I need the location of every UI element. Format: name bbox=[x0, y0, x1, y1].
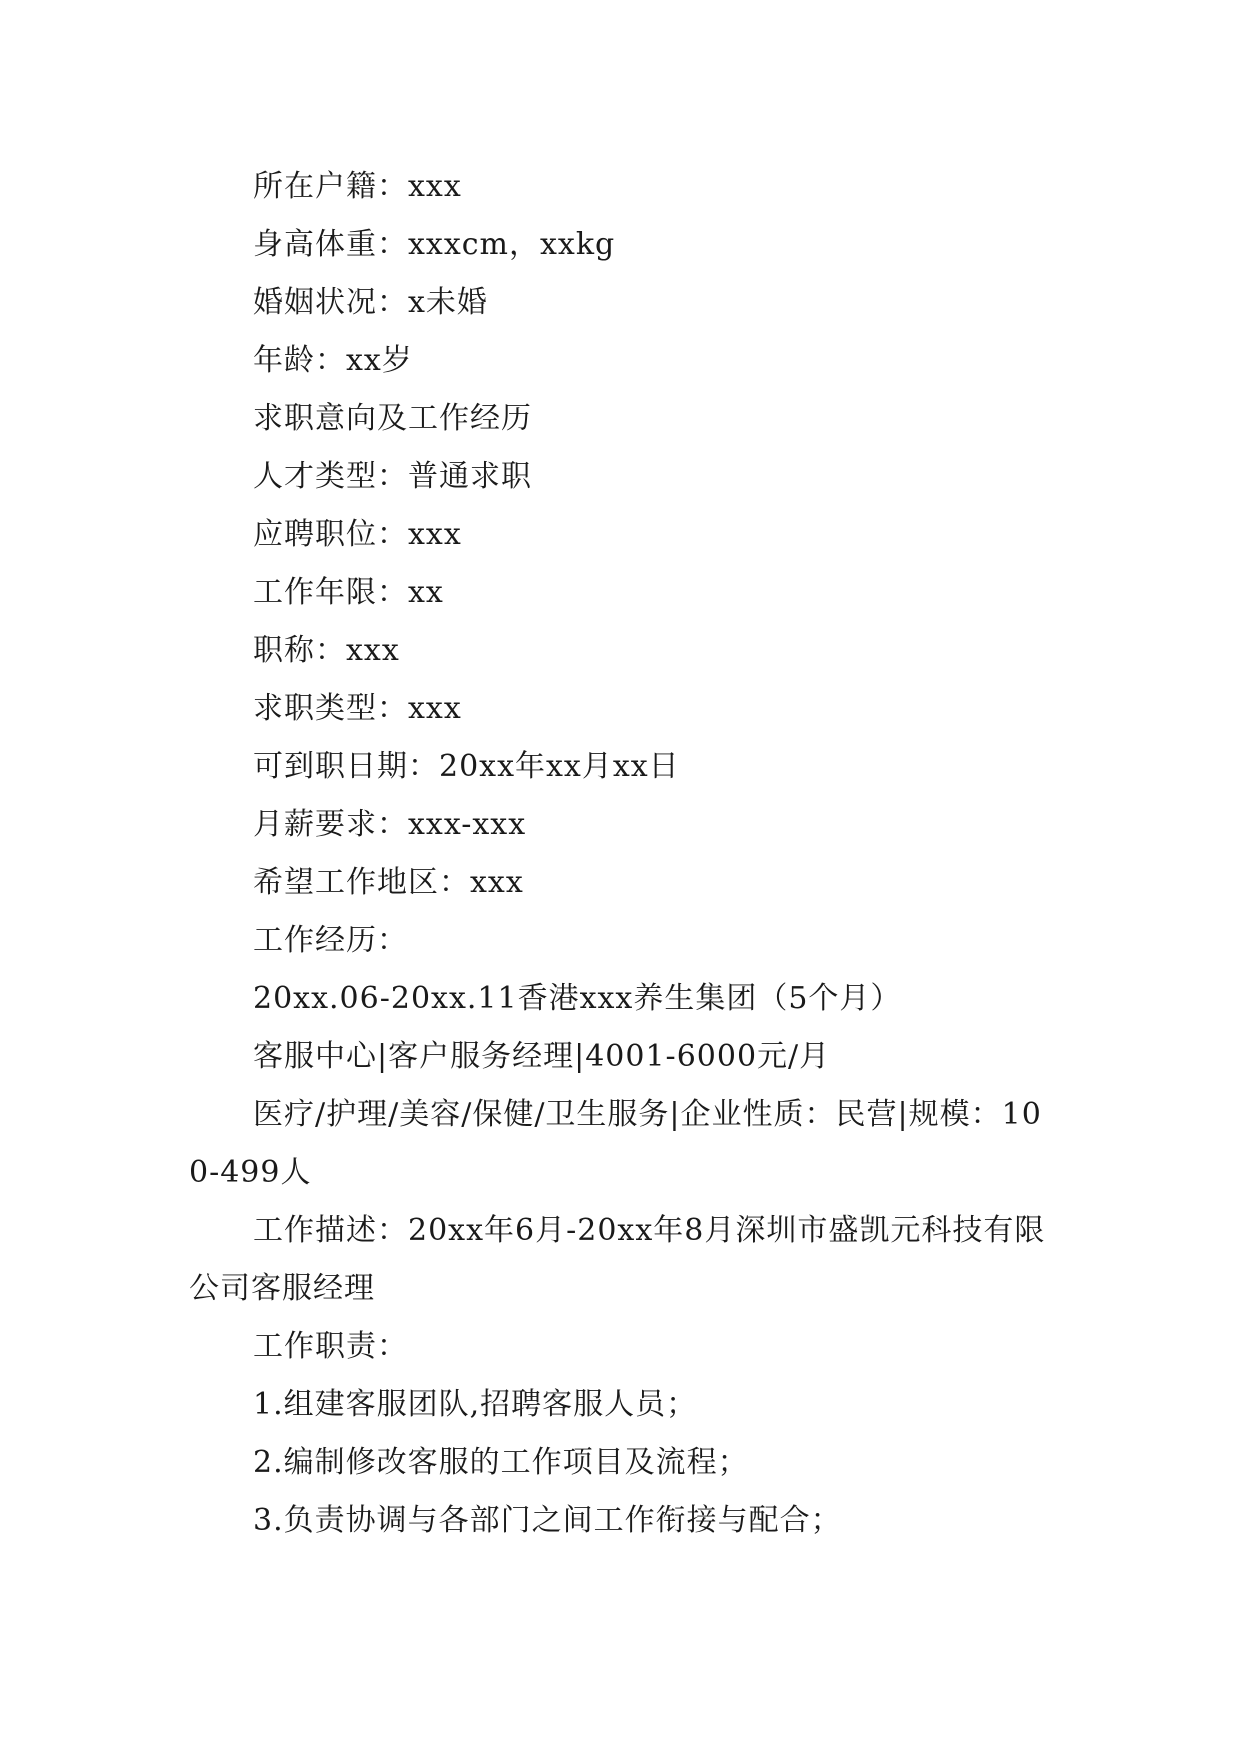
job-type-line: 求职类型：xxx bbox=[253, 691, 462, 726]
height-weight-line: 身高体重：xxxcm，xxkg bbox=[253, 227, 616, 262]
marital-status-line: 婚姻状况：x未婚 bbox=[253, 285, 488, 320]
duty-item-2: 2.编制修改客服的工作项目及流程； bbox=[253, 1445, 749, 1480]
work-region-line: 希望工作地区：xxx bbox=[253, 865, 524, 900]
industry-line: 医疗/护理/美容/保健/卫生服务|企业性质：民营|规模：100-499人 bbox=[189, 1097, 1042, 1190]
work-history-heading: 工作经历： bbox=[253, 923, 408, 958]
work-years-line: 工作年限：xx bbox=[253, 575, 444, 610]
duty-item-3: 3.负责协调与各部门之间工作衔接与配合； bbox=[253, 1503, 842, 1538]
duty-item-1: 1.组建客服团队,招聘客服人员； bbox=[253, 1387, 698, 1422]
department-role-line: 客服中心|客户服务经理|4001-6000元/月 bbox=[253, 1039, 831, 1074]
section-heading-job-intent: 求职意向及工作经历 bbox=[253, 401, 532, 436]
residence-line: 所在户籍：xxx bbox=[253, 169, 462, 204]
job-description-line: 工作描述：20xx年6月-20xx年8月深圳市盛凯元科技有限公司客服经理 bbox=[189, 1213, 1046, 1306]
talent-type-line: 人才类型：普通求职 bbox=[253, 459, 532, 494]
salary-line: 月薪要求：xxx-xxx bbox=[253, 807, 527, 842]
duties-heading: 工作职责： bbox=[253, 1329, 408, 1364]
start-date-line: 可到职日期：20xx年xx月xx日 bbox=[253, 749, 680, 784]
title-line: 职称：xxx bbox=[253, 633, 400, 668]
employment-period-line: 20xx.06-20xx.11香港xxx养生集团（5个月） bbox=[253, 981, 902, 1016]
applied-position-line: 应聘职位：xxx bbox=[253, 517, 462, 552]
document-page bbox=[189, 158, 1051, 1550]
age-line: 年龄：xx岁 bbox=[253, 343, 413, 378]
